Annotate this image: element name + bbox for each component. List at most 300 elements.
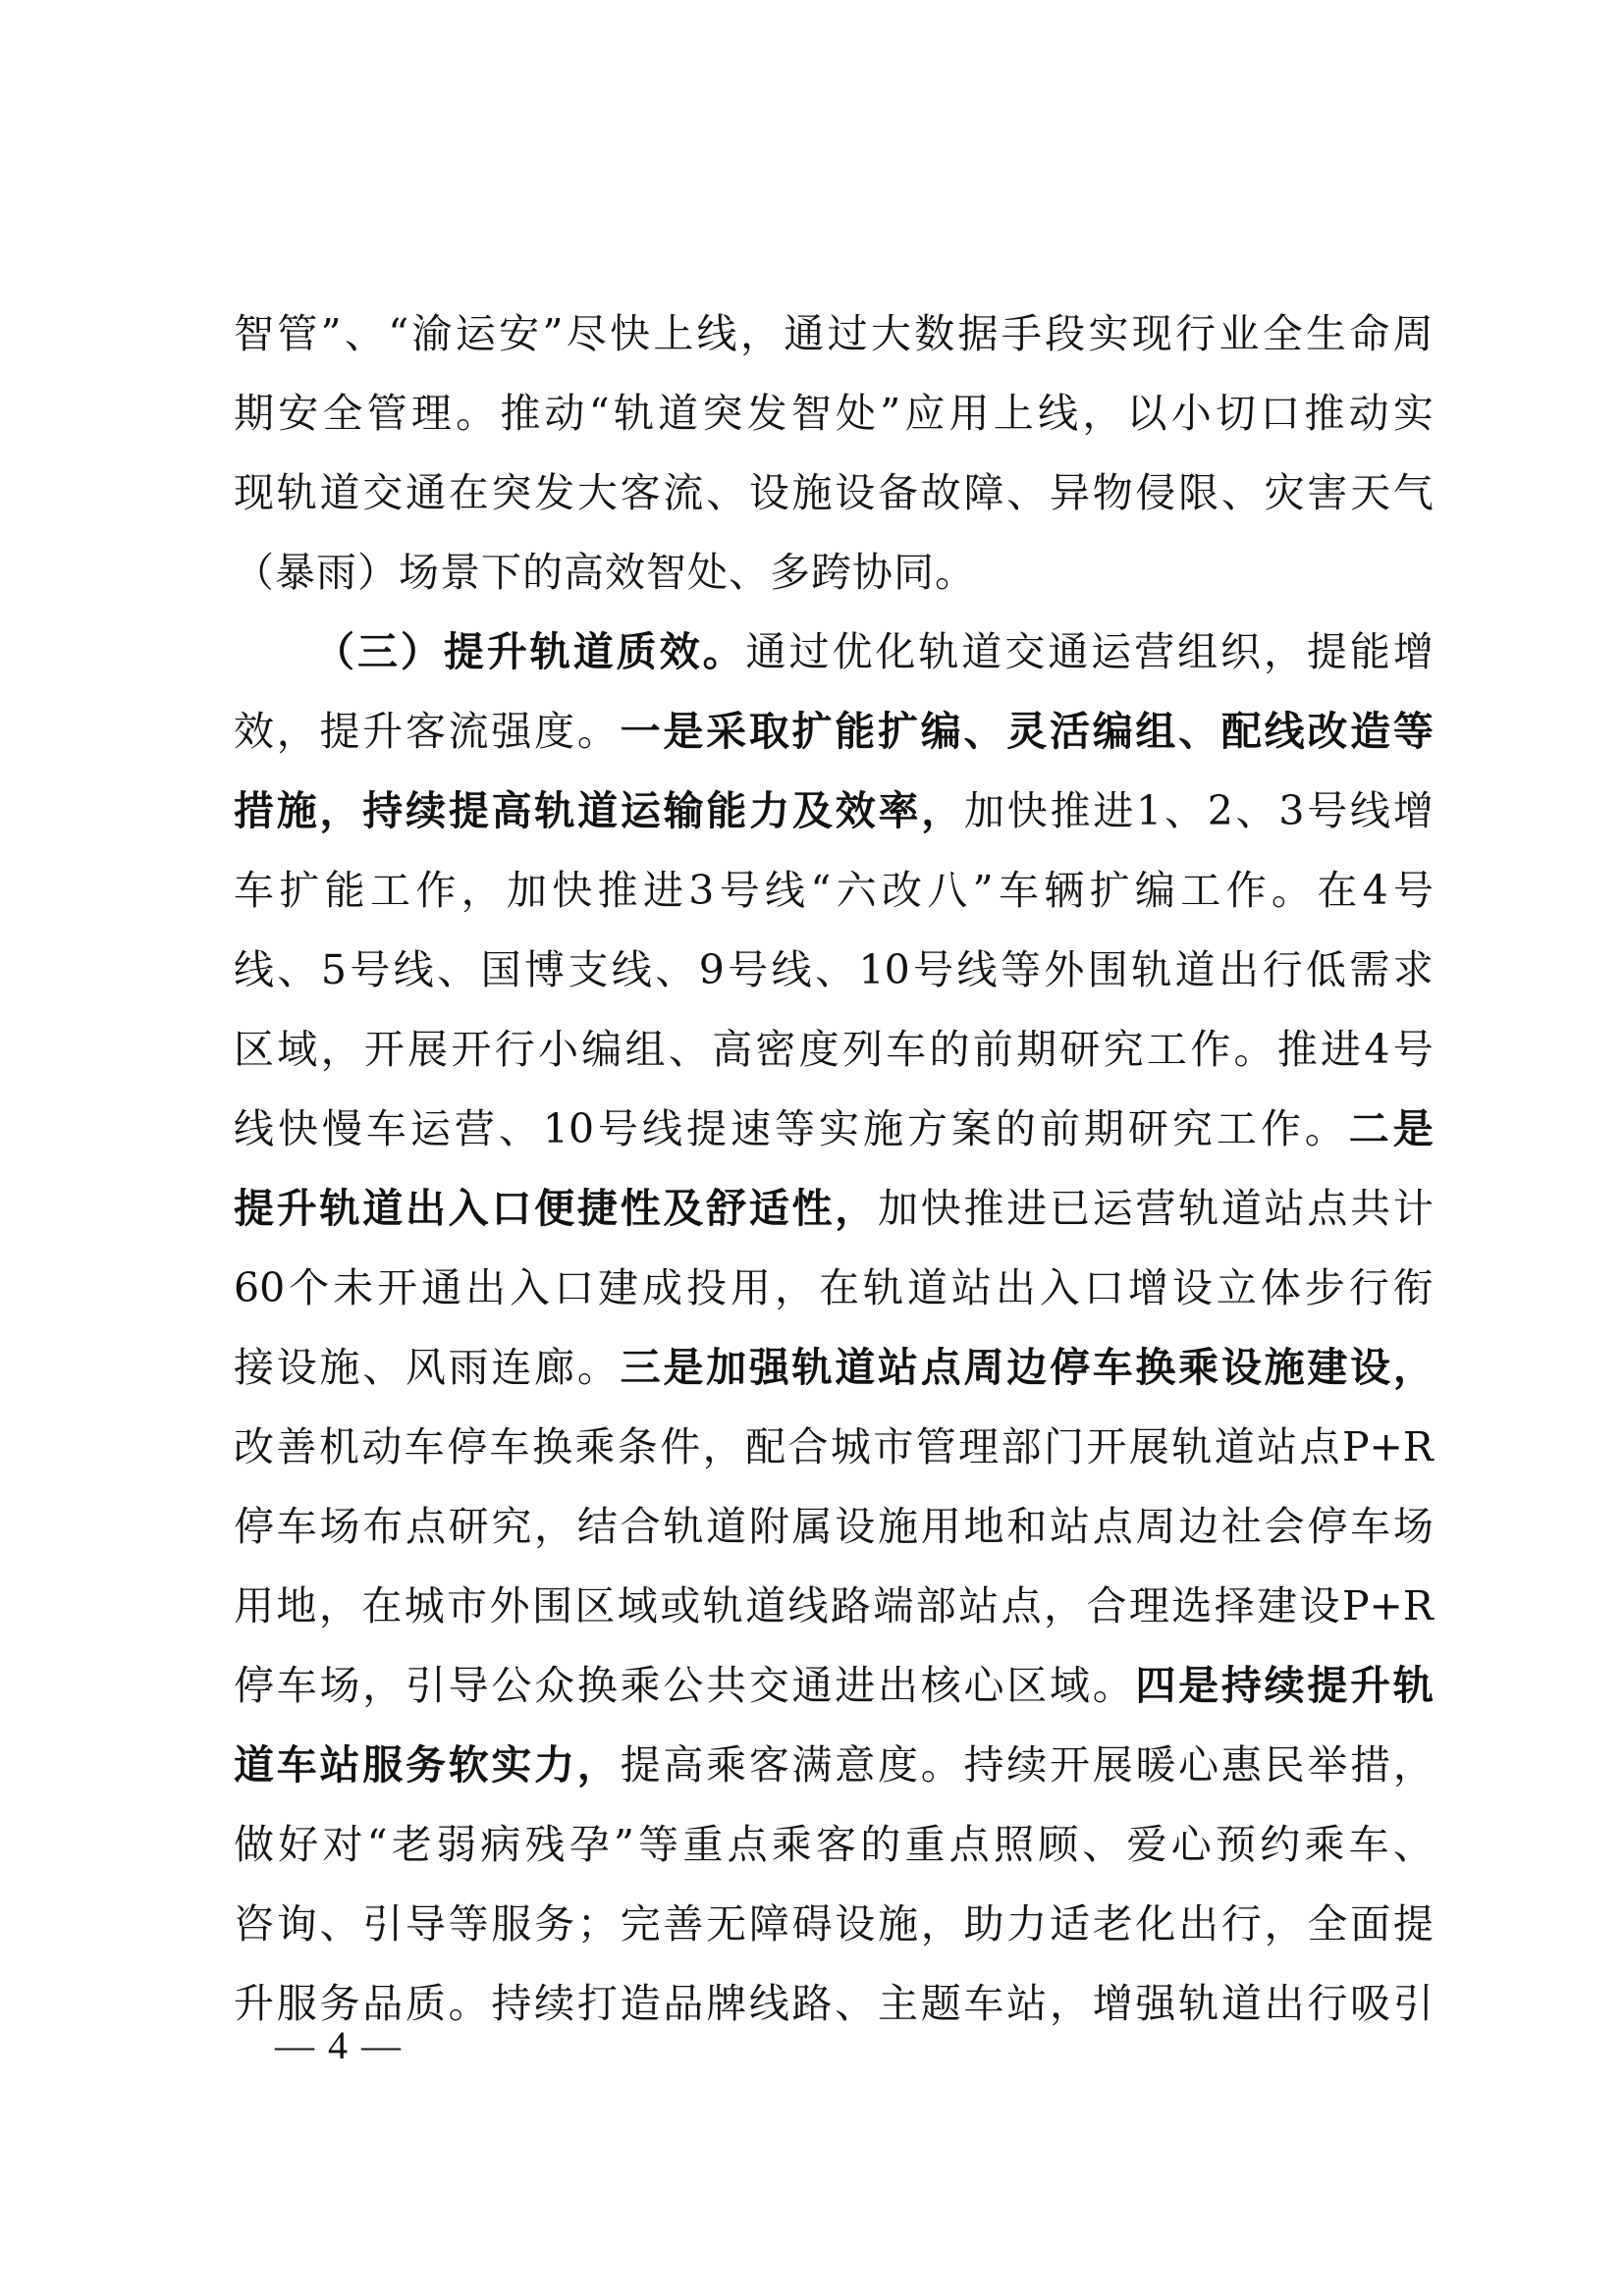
text-glyph: 动 <box>1348 390 1389 437</box>
text-glyph: 安 <box>278 390 319 437</box>
text-glyph: 道 <box>362 1185 404 1232</box>
text-glyph: 9 <box>698 946 725 993</box>
text-glyph: 2 <box>1207 787 1233 834</box>
text-glyph: 照 <box>993 1821 1034 1868</box>
text-glyph: 突 <box>702 390 743 437</box>
text-glyph: 智 <box>646 549 686 596</box>
text-glyph: 好 <box>278 1821 319 1868</box>
text-glyph: 改 <box>881 867 922 914</box>
text-glyph: 理 <box>1128 1582 1169 1629</box>
text-glyph: 车 <box>1348 1821 1389 1868</box>
text-glyph: 度 <box>878 1741 919 1789</box>
text-glyph: 线 <box>234 1105 274 1152</box>
text-glyph: 续 <box>406 787 447 834</box>
text-glyph: 换 <box>1135 1344 1176 1391</box>
text-glyph: 域 <box>277 1026 318 1073</box>
text-glyph: “ <box>810 867 832 914</box>
text-glyph: 民 <box>1264 1741 1305 1789</box>
text-glyph: 开 <box>377 1264 418 1311</box>
text-glyph: 主 <box>878 1980 919 2027</box>
text-glyph: 站 <box>1049 1503 1090 1550</box>
text-glyph: 乘 <box>574 1423 616 1470</box>
text-glyph: 周 <box>1135 1503 1176 1550</box>
text-glyph: 碍 <box>791 1900 833 1948</box>
text-glyph: 已 <box>1049 1185 1090 1232</box>
text-glyph: 路 <box>791 1980 833 2027</box>
text-glyph: 道 <box>706 1503 747 1550</box>
text-glyph: 重 <box>682 1821 724 1868</box>
text-glyph: 轨 <box>1131 946 1172 993</box>
text-glyph: 轨 <box>529 628 570 675</box>
text-glyph: 站 <box>1264 1185 1305 1232</box>
text-glyph: 口 <box>1083 1264 1124 1311</box>
text-glyph: 快 <box>920 1185 961 1232</box>
text-glyph: 性 <box>620 1185 661 1232</box>
text-glyph: 加 <box>964 787 1005 834</box>
text-glyph: 未 <box>333 1264 374 1311</box>
text-glyph: 站 <box>958 1582 1000 1629</box>
text-line <box>234 1249 1434 1328</box>
text-glyph: 协 <box>852 549 893 596</box>
text-glyph: 小 <box>1170 390 1212 437</box>
text-glyph: 及 <box>791 787 833 834</box>
text-line <box>234 1567 1434 1646</box>
text-glyph: 道 <box>572 628 614 675</box>
text-glyph: 推 <box>1276 1026 1318 1073</box>
text-glyph: 车 <box>963 1980 1004 2027</box>
text-glyph: 期 <box>1016 1026 1057 1073</box>
text-glyph: 车 <box>276 1662 317 1709</box>
text-glyph: 。 <box>1233 1026 1274 1073</box>
text-line <box>234 1408 1434 1487</box>
text-glyph: 研 <box>448 1503 489 1550</box>
text-glyph: ； <box>576 1900 618 1948</box>
text-glyph: 施 <box>791 469 833 516</box>
text-glyph: 推 <box>963 1185 1004 1232</box>
text-glyph: 设 <box>1350 1344 1391 1391</box>
text-glyph: 活 <box>1049 708 1090 755</box>
text-glyph: 道 <box>745 1582 786 1629</box>
text-glyph: 轨 <box>276 469 317 516</box>
text-glyph: （ <box>234 549 274 596</box>
text-glyph: 大 <box>870 310 911 357</box>
text-glyph: ， <box>319 787 360 834</box>
text-glyph: 合 <box>620 1503 661 1550</box>
text-glyph: ” <box>880 390 901 437</box>
text-glyph: 物 <box>1092 469 1133 516</box>
text-glyph: 结 <box>576 1503 618 1550</box>
text-glyph: 引 <box>1392 1980 1434 2027</box>
text-glyph: 、 <box>1220 469 1262 516</box>
text-glyph: ， <box>739 310 781 357</box>
text-glyph: 用 <box>920 1503 961 1550</box>
text-glyph: 开 <box>1086 1423 1127 1470</box>
text-glyph: ， <box>576 1741 618 1789</box>
text-glyph: 10 <box>542 1105 595 1152</box>
text-glyph: 化 <box>1135 1900 1176 1948</box>
text-glyph: 期 <box>1083 1105 1124 1152</box>
text-glyph: 质 <box>405 1980 446 2027</box>
text-glyph: 效 <box>659 628 700 675</box>
text-glyph: 地 <box>276 1582 317 1629</box>
text-glyph: ， <box>1392 1741 1434 1789</box>
text-glyph: 实 <box>818 1105 859 1152</box>
text-glyph: 务 <box>405 1741 446 1789</box>
text-glyph: 道 <box>577 787 619 834</box>
text-glyph: 轨 <box>1178 1185 1219 1232</box>
text-glyph: 线 <box>234 946 274 993</box>
text-glyph: 能 <box>324 867 365 914</box>
text-glyph: 气 <box>1392 469 1434 516</box>
text-glyph: 线 <box>748 1980 789 2027</box>
text-glyph: 用 <box>731 1264 771 1311</box>
text-glyph: 3 <box>1278 787 1305 834</box>
text-glyph: 数 <box>914 310 955 357</box>
text-glyph: 究 <box>1171 1105 1213 1152</box>
text-glyph: 举 <box>1307 1741 1348 1789</box>
text-glyph: ” <box>972 867 994 914</box>
text-glyph: 博 <box>524 946 566 993</box>
text-glyph: 过 <box>827 310 868 357</box>
text-glyph: 在 <box>1317 867 1358 914</box>
text-glyph: 号 <box>728 946 769 993</box>
text-glyph: 升 <box>1350 1662 1391 1709</box>
text-glyph: 停 <box>234 1503 274 1550</box>
text-glyph: 障 <box>748 1900 789 1948</box>
text-glyph: 持 <box>963 1741 1004 1789</box>
text-glyph: 、 <box>668 1026 709 1073</box>
text-glyph: 、 <box>1178 708 1219 755</box>
text-glyph: 交 <box>748 1662 789 1709</box>
text-glyph: 。 <box>1271 867 1312 914</box>
text-glyph: 等 <box>448 1900 489 1948</box>
text-glyph: 持 <box>362 787 404 834</box>
text-glyph: 工 <box>1216 1105 1257 1152</box>
text-glyph: 推 <box>1050 787 1091 834</box>
text-glyph: 建 <box>1307 1344 1348 1391</box>
text-glyph: 场 <box>319 1503 360 1550</box>
text-glyph: 口 <box>491 1185 532 1232</box>
text-glyph: 组 <box>624 1026 666 1073</box>
text-glyph: 站 <box>1257 1423 1298 1470</box>
text-glyph: 景 <box>440 549 480 596</box>
text-glyph: 实 <box>491 1741 532 1789</box>
text-glyph: 周 <box>963 1344 1004 1391</box>
text-line <box>234 1328 1434 1408</box>
text-glyph: 提 <box>319 708 360 755</box>
text-glyph: 点 <box>1307 1185 1348 1232</box>
text-glyph: 运 <box>1091 628 1132 675</box>
text-glyph: 展 <box>1092 1741 1133 1789</box>
text-glyph: 发 <box>746 390 787 437</box>
text-glyph: 作 <box>1260 1105 1301 1152</box>
text-glyph: ” <box>613 1821 634 1868</box>
text-glyph: 对 <box>322 1821 363 1868</box>
text-line <box>234 692 1434 772</box>
text-glyph: 组 <box>1135 708 1176 755</box>
text-glyph: 密 <box>755 1026 796 1073</box>
text-glyph: 残 <box>524 1821 566 1868</box>
text-glyph: 效 <box>835 787 876 834</box>
text-glyph: 线 <box>642 1105 683 1152</box>
text-glyph: 客 <box>816 1821 856 1868</box>
text-glyph: 处 <box>836 390 877 437</box>
text-glyph: 提 <box>1306 628 1347 675</box>
text-glyph: 场 <box>319 1662 360 1709</box>
text-glyph: 生 <box>1306 310 1347 357</box>
text-glyph: 管 <box>915 1423 956 1470</box>
text-glyph: 智 <box>790 390 832 437</box>
text-glyph: 前 <box>1039 1105 1080 1152</box>
text-glyph: 全 <box>322 390 363 437</box>
text-glyph: 会 <box>1264 1503 1305 1550</box>
text-glyph: 八 <box>927 867 968 914</box>
text-glyph: 实 <box>1088 310 1129 357</box>
text-glyph: ， <box>1049 1980 1090 2027</box>
text-glyph: 扩 <box>878 708 919 755</box>
text-glyph: 、 <box>1006 469 1048 516</box>
text-glyph: 线 <box>696 310 737 357</box>
text-glyph: 道 <box>906 1264 947 1311</box>
text-glyph: 。 <box>1304 1105 1345 1152</box>
text-glyph: 乘 <box>771 1821 812 1868</box>
text-glyph: 。 <box>1092 1662 1133 1709</box>
text-glyph: 重 <box>904 1821 946 1868</box>
text-glyph: 线 <box>765 867 806 914</box>
text-glyph: 运 <box>455 310 496 357</box>
text-glyph: 进 <box>1006 1185 1048 1232</box>
text-glyph: 施 <box>862 1105 903 1152</box>
text-glyph: 全 <box>1307 1900 1348 1948</box>
text-line <box>234 1726 1434 1805</box>
text-glyph: 围 <box>1087 946 1128 993</box>
text-glyph: 顾 <box>1038 1821 1079 1868</box>
text-glyph: 乘 <box>620 1662 661 1709</box>
text-glyph: 进 <box>835 1662 876 1709</box>
text-glyph: 场 <box>399 549 439 596</box>
text-glyph: 进 <box>642 867 683 914</box>
text-glyph: 施 <box>1264 1344 1305 1391</box>
text-glyph: 车 <box>365 1105 406 1152</box>
text-line <box>234 454 1434 533</box>
text-glyph: 期 <box>234 390 274 437</box>
text-glyph: 编 <box>920 708 961 755</box>
text-glyph: 、 <box>655 946 696 993</box>
text-glyph: 尽 <box>566 310 607 357</box>
text-glyph: 。 <box>576 708 618 755</box>
text-glyph: 轨 <box>702 1582 743 1629</box>
text-glyph: 务 <box>319 1980 360 2027</box>
text-glyph: 牌 <box>706 1980 747 2027</box>
text-glyph: 做 <box>234 1821 274 1868</box>
text-glyph: 提 <box>234 1185 274 1232</box>
text-glyph: 施 <box>276 787 317 834</box>
text-glyph: 度 <box>534 708 575 755</box>
text-glyph: 5 <box>320 946 347 993</box>
text-glyph: 边 <box>1006 1344 1048 1391</box>
text-glyph: 施 <box>878 1900 919 1948</box>
text-glyph: 切 <box>1215 390 1256 437</box>
text-glyph: 力 <box>749 787 790 834</box>
text-glyph: 持 <box>491 1980 532 2027</box>
text-glyph: 点 <box>920 1344 961 1391</box>
text-glyph: 用 <box>234 1582 274 1629</box>
text-glyph: 流 <box>663 469 704 516</box>
text-glyph: 求 <box>1392 946 1434 993</box>
text-glyph: 服 <box>276 1980 317 2027</box>
text-glyph: 、 <box>362 1344 404 1391</box>
text-glyph: 区 <box>574 1582 616 1629</box>
text-glyph: 舒 <box>706 1185 747 1232</box>
text-glyph: 、 <box>1392 1821 1434 1868</box>
text-glyph: 公 <box>663 1662 704 1709</box>
text-glyph: 服 <box>491 1900 532 1948</box>
text-glyph: 风 <box>405 1344 446 1391</box>
text-glyph: 公 <box>491 1662 532 1709</box>
text-glyph: 停 <box>1049 1344 1090 1391</box>
text-glyph: 增 <box>1392 628 1434 675</box>
text-glyph: 品 <box>663 1980 704 2027</box>
text-glyph: 轨 <box>918 628 959 675</box>
text-glyph: 建 <box>598 1264 639 1311</box>
text-line <box>234 931 1434 1010</box>
text-glyph: 号 <box>1307 787 1348 834</box>
text-glyph: ” <box>320 310 342 357</box>
text-glyph: “ <box>366 1821 388 1868</box>
text-glyph: 站 <box>319 1741 360 1789</box>
text-glyph: 线 <box>956 946 998 993</box>
text-glyph: 造 <box>620 1980 661 2027</box>
text-glyph: 雨 <box>316 549 356 596</box>
text-glyph: 增 <box>1127 1264 1168 1311</box>
text-glyph: 实 <box>1392 390 1434 437</box>
text-glyph: 设 <box>835 469 876 516</box>
text-glyph: 二 <box>1348 1105 1389 1152</box>
text-glyph: 的 <box>860 1821 901 1868</box>
text-glyph: 换 <box>576 1662 618 1709</box>
text-glyph: 捷 <box>576 1185 618 1232</box>
text-glyph: 升 <box>234 1980 274 2027</box>
text-glyph: 措 <box>1350 1741 1391 1789</box>
text-glyph: 题 <box>920 1980 961 2027</box>
text-glyph: 施 <box>319 1344 360 1391</box>
text-glyph: P+R <box>1341 1423 1434 1470</box>
text-glyph: 市 <box>447 1582 488 1629</box>
text-glyph: 渝 <box>411 310 453 357</box>
text-glyph: 交 <box>362 469 404 516</box>
text-glyph: 停 <box>1307 1503 1348 1550</box>
text-glyph: ， <box>1263 628 1304 675</box>
text-glyph: 动 <box>544 390 585 437</box>
text-glyph: 件 <box>660 1423 701 1470</box>
text-glyph: 处 <box>687 549 728 596</box>
text-glyph: 客 <box>748 1741 789 1789</box>
text-glyph: 及 <box>663 1185 704 1232</box>
text-glyph: 化 <box>875 628 916 675</box>
text-glyph: 轨 <box>1171 1423 1213 1470</box>
text-glyph: ， <box>1264 1900 1305 1948</box>
text-glyph: 、 <box>319 1900 360 1948</box>
text-glyph: 附 <box>748 1503 789 1550</box>
text-glyph: ， <box>1044 1582 1085 1629</box>
text-glyph: 续 <box>1264 1662 1305 1709</box>
text-glyph: 设 <box>1220 1344 1262 1391</box>
text-glyph: 外 <box>1044 946 1085 993</box>
text-glyph: 是 <box>1392 1105 1434 1152</box>
text-glyph: 域 <box>1049 1662 1090 1709</box>
text-glyph: 国 <box>480 946 521 993</box>
text-glyph: 无 <box>706 1900 747 1948</box>
text-line <box>234 374 1434 454</box>
text-glyph: 城 <box>404 1582 445 1629</box>
text-glyph: 行 <box>1348 1264 1389 1311</box>
text-glyph: 究 <box>491 1503 532 1550</box>
text-glyph: 等 <box>1000 946 1041 993</box>
text-glyph: 通 <box>421 1264 462 1311</box>
text-glyph: ， <box>320 1026 361 1073</box>
text-glyph: 质 <box>616 628 657 675</box>
text-line <box>234 533 1434 613</box>
text-glyph: 道 <box>658 390 699 437</box>
text-glyph: 研 <box>1127 1105 1168 1152</box>
text-glyph: 快 <box>1006 787 1048 834</box>
text-glyph: 车 <box>886 1026 927 1073</box>
text-glyph: 安 <box>499 310 540 357</box>
text-line <box>234 1646 1434 1726</box>
text-glyph: 加 <box>878 1185 919 1232</box>
document-body <box>234 294 1434 2044</box>
text-glyph: 众 <box>534 1662 575 1709</box>
text-glyph: P+R <box>1341 1582 1434 1629</box>
text-glyph: 发 <box>534 469 575 516</box>
text-glyph: 、 <box>344 310 385 357</box>
text-glyph: 交 <box>1004 628 1046 675</box>
text-glyph: 开 <box>451 1026 492 1073</box>
text-glyph: 出 <box>995 1264 1036 1311</box>
text-glyph: 慢 <box>321 1105 362 1152</box>
text-glyph: 暖 <box>1135 1741 1176 1789</box>
text-glyph: 高 <box>712 1026 753 1073</box>
text-glyph: 出 <box>1218 946 1260 993</box>
text-glyph: ， <box>1392 1344 1434 1391</box>
text-glyph: 道 <box>234 1741 274 1789</box>
text-glyph: 个 <box>289 1264 330 1311</box>
text-glyph: ， <box>921 787 962 834</box>
text-glyph: 约 <box>1260 1821 1301 1868</box>
text-glyph: 车 <box>276 1741 317 1789</box>
text-glyph: 流 <box>448 708 489 755</box>
text-glyph: 通 <box>745 628 786 675</box>
text-glyph: 配 <box>745 1423 786 1470</box>
text-glyph: 采 <box>706 708 747 755</box>
text-glyph: 合 <box>787 1423 829 1470</box>
text-glyph: 60 <box>234 1264 286 1311</box>
text-glyph: 便 <box>534 1185 575 1232</box>
text-glyph: 列 <box>841 1026 883 1073</box>
text-glyph: 设 <box>835 1900 876 1948</box>
text-glyph: 作 <box>415 867 457 914</box>
text-glyph: 边 <box>1178 1503 1219 1550</box>
text-glyph: 条 <box>617 1423 658 1470</box>
text-glyph: 故 <box>920 469 961 516</box>
text-glyph: 软 <box>448 1741 489 1789</box>
text-glyph: “ <box>588 390 610 437</box>
text-glyph: 续 <box>534 1980 575 2027</box>
text-glyph: 弱 <box>436 1821 477 1868</box>
text-glyph: 出 <box>1264 1980 1305 2027</box>
text-glyph: ” <box>542 310 564 357</box>
text-glyph: 助 <box>963 1900 1004 1948</box>
